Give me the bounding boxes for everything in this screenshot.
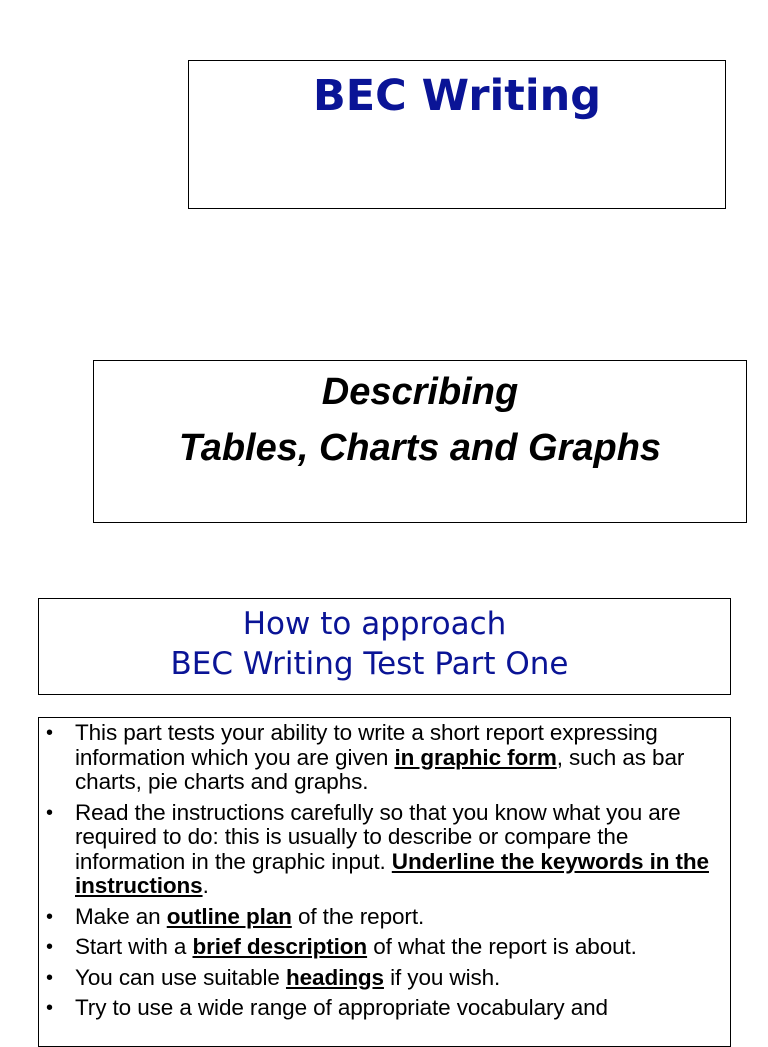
list-item xyxy=(44,966,724,991)
item-text-end: , such as bar charts, pie charts and graphs. xyxy=(75,744,685,794)
item-text: You can use suitable xyxy=(75,964,286,990)
approach-line-2: BEC Writing Test Part One xyxy=(170,646,569,682)
item-text-end: . xyxy=(202,873,209,898)
bullet-icon: • xyxy=(46,936,53,958)
list-item xyxy=(44,996,724,1021)
item-text-end: if you wish. xyxy=(383,964,501,990)
instructions-box xyxy=(38,717,731,1047)
item-text-end: of the report. xyxy=(291,903,425,929)
item-text-end: of what the report is about. xyxy=(367,934,637,959)
list-item xyxy=(44,721,724,795)
instructions-list xyxy=(44,721,724,1027)
item-emphasis: outline plan xyxy=(166,903,292,929)
item-text: Make an xyxy=(75,903,167,929)
item-emphasis: in graphic form xyxy=(394,744,557,770)
bullet-icon: • xyxy=(46,722,53,744)
title-box xyxy=(188,60,726,209)
item-text: Read the instructions carefully so that you know what you are required to do: this is usually to describe or compare the information in the graphic input. xyxy=(75,799,681,874)
item-text: This part tests your ability to write a short report expressing information which you are given xyxy=(75,720,658,770)
bullet-icon: • xyxy=(46,905,53,928)
approach-line-1: How to approach xyxy=(242,606,507,642)
list-item xyxy=(44,935,724,960)
subtitle-line-2: Tables, Charts and Graphs xyxy=(178,427,662,469)
item-emphasis: brief description xyxy=(192,934,368,959)
item-text: Start with a xyxy=(75,934,193,959)
subtitle-line-1: Describing xyxy=(321,371,519,413)
bullet-icon: • xyxy=(46,966,53,989)
bullet-icon: • xyxy=(46,801,53,824)
item-emphasis: Underline the keywords in the instructions xyxy=(75,848,709,898)
list-item xyxy=(44,905,724,930)
list-item xyxy=(44,801,724,899)
approach-heading-box xyxy=(38,598,731,695)
item-emphasis: headings xyxy=(285,964,384,990)
item-text: Try to use a wide range of appropriate vocabulary and xyxy=(75,995,608,1020)
slide-title: BEC Writing xyxy=(313,71,601,121)
bullet-icon: • xyxy=(46,997,53,1019)
subtitle-box xyxy=(93,360,747,523)
